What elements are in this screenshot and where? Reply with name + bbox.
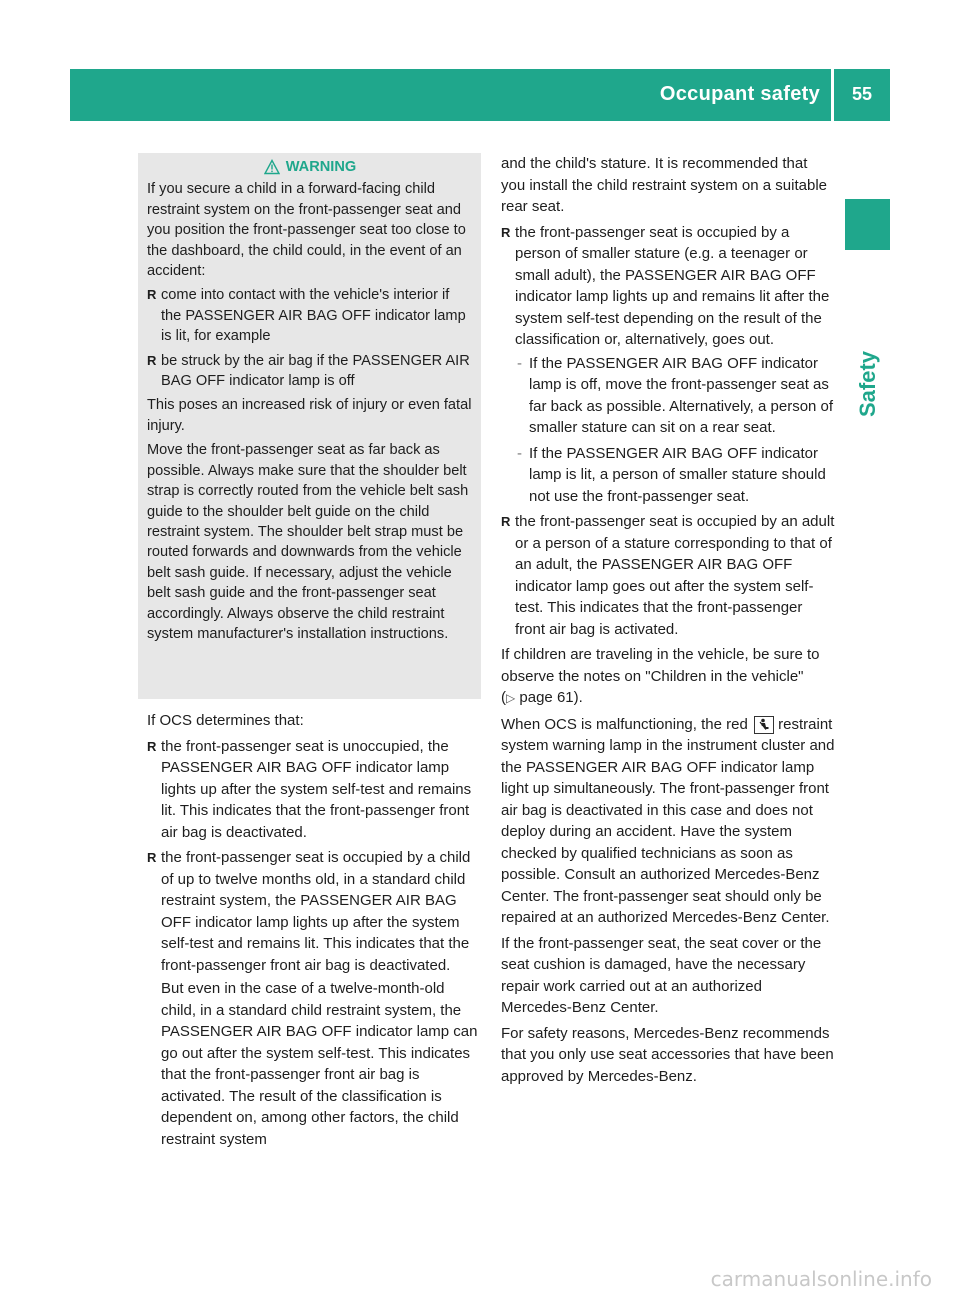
sub-item-text: If the PASSENGER AIR BAG OFF indicator lamp is lit, a person of smaller stature should not use the front-passenger seat. (529, 444, 826, 505)
malfunction-text-start: When OCS is malfunctioning, the red (501, 715, 748, 733)
seatbelt-warning-icon (754, 716, 774, 734)
watermark: carmanualsonline.info (710, 1267, 932, 1291)
warning-instructions: Move the front-passenger seat as far back as possible. Always make sure that the shoulder belt strap is correctly routed from the vehicle belt sash guide to the shoulder belt guide on the child restraint system. The shoulder belt strap must be routed forwards and downwards from the vehicle belt sash guide. If necessary, adjust the vehicle belt sash guide and the front-passenger seat accordingly. Always observe the child restraint system manufacturer's installation instructions. (147, 442, 469, 642)
bullet-continuation: But even in the case of a twelve-month-old child, in a standard child restraint system, the PASSENGER AIR BAG OFF indicator lamp can go out after the system self-test. This indicates that the front-passenger front air bag is activated. The result of the classification is dependent on, among other factors, the child restraint system (161, 980, 478, 1148)
page-header (70, 69, 890, 121)
bullet-text: the front-passenger seat is unoccupied, the PASSENGER AIR BAG OFF indicator lamp lights up after the system self-test and remains lit. This indicates that the front-passenger front air bag is deactivated. (161, 737, 472, 841)
right-column (501, 153, 835, 1091)
malfunction-text: restraint system warning lamp in the instrument cluster and the PASSENGER AIR BAG OFF indicator lamp light up simultaneously. The front-passenger front air bag is deactivated in this case and does not deploy during an accident. Have the system checked by qualified technicians as soon as possible. Consult an authorized Mercedes-Benz Center. The front-passenger seat should only be repaired at an authorized Mercedes-Benz Center. (501, 715, 835, 926)
side-tab-marker (845, 199, 890, 250)
ocs-list (147, 736, 481, 1151)
children-note (501, 644, 835, 710)
children-note-text: If children are traveling in the vehicle, be sure to observe the notes on "Children in the vehicle" ( (501, 646, 820, 706)
warning-triangle-icon (264, 159, 280, 175)
list-item (501, 222, 835, 508)
warning-bullet-text: be struck by the air bag if the PASSENGER AIR BAG OFF indicator lamp is off (161, 352, 470, 390)
warning-heading (147, 157, 473, 177)
list-item (147, 847, 481, 1150)
list-item (147, 351, 473, 392)
ocs-lead: If OCS determines that: (147, 712, 304, 729)
side-tab (848, 334, 888, 434)
warning-risk-text: This poses an increased risk of injury or even fatal injury. (147, 397, 472, 434)
ocs-list-continued (501, 222, 835, 641)
malfunction-paragraph (501, 714, 835, 929)
sub-list-item (515, 353, 835, 439)
dash-marker: - (517, 354, 522, 372)
left-column (147, 710, 481, 1154)
bullet-marker: R (147, 352, 157, 368)
warning-box (138, 153, 481, 699)
bullet-text: the front-passenger seat is occupied by an adult or a person of a stature corresponding to that of an adult, the PASSENGER AIR BAG OFF indicator lamp goes out after the system self-test. This indicates that the front-passenger front air bag is activated. (515, 513, 835, 638)
page-reference-link[interactable] (506, 689, 574, 706)
list-item (501, 511, 835, 640)
bullet-marker: R (501, 224, 511, 240)
list-item (147, 736, 481, 844)
bullet-text: the front-passenger seat is occupied by a child of up to twelve months old, in a standard child restraint system, the PASSENGER AIR BAG OFF indicator lamp lights up after the system self-test and remains lit. This indicates that the front-passenger front air bag is deactivated. (161, 849, 471, 974)
sub-list (515, 353, 835, 508)
sub-list-item (515, 443, 835, 508)
side-tab-label: Safety (855, 350, 880, 418)
dash-marker: - (517, 444, 522, 462)
warning-bullet-text: come into contact with the vehicle's interior if the PASSENGER AIR BAG OFF indicator lamp is lit, for example (161, 287, 466, 345)
page-reference-text: page 61 (519, 689, 574, 706)
sub-item-text: If the PASSENGER AIR BAG OFF indicator lamp is off, move the front-passenger seat as far back as possible. Alternatively, a person of smaller stature can sit on a rear seat. (529, 354, 834, 436)
children-note-end: ). (573, 689, 583, 706)
bullet-marker: R (501, 514, 511, 529)
warning-bullets (147, 285, 473, 391)
page-number: 55 (851, 84, 873, 104)
bullet-marker: R (147, 738, 157, 754)
section-title: Occupant safety (659, 83, 820, 105)
accessories-paragraph: For safety reasons, Mercedes-Benz recommends that you only use seat accessories that have been approved by Mercedes-Benz. (501, 1024, 834, 1085)
warning-label: WARNING (285, 159, 357, 175)
page-arrow-icon: ▷ (506, 691, 516, 705)
damage-paragraph: If the front-passenger seat, the seat cover or the seat cushion is damaged, have the necessary repair work carried out at an authorized Mercedes-Benz Center. (501, 934, 822, 1016)
bullet-marker: R (147, 850, 157, 865)
warning-intro: If you secure a child in a forward-facing child restraint system on the front-passenger seat and you position the front-passenger seat too close to the dashboard, the child could, in the event of an accident: (147, 181, 466, 280)
continued-text: and the child's stature. It is recommended that you install the child restraint system on a suitable rear seat. (501, 155, 827, 215)
list-item (147, 285, 473, 346)
bullet-text: the front-passenger seat is occupied by a person of smaller stature (e.g. a teenager or small adult), the PASSENGER AIR BAG OFF indicator lamp lights up and remains lit after the system self-test depending on the result of the classification or, alternatively, goes out. (515, 223, 830, 348)
bullet-marker: R (147, 287, 157, 303)
